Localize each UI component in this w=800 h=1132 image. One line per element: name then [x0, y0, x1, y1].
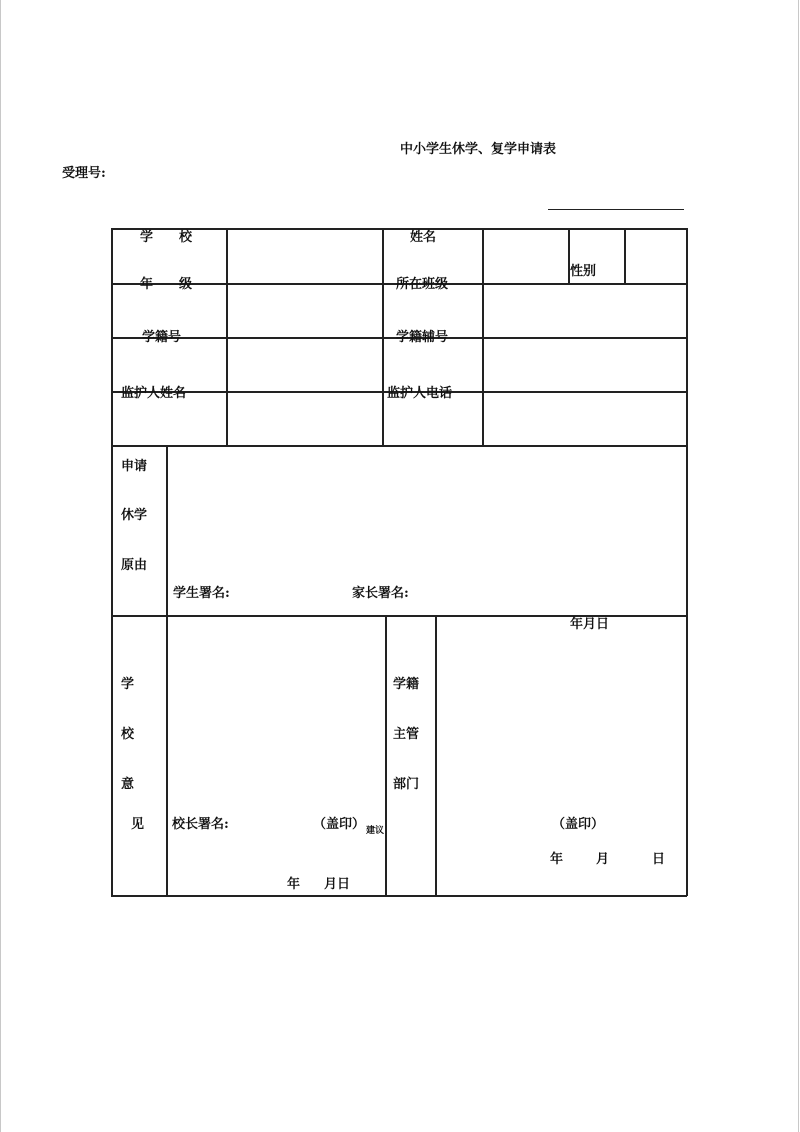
guardian-phone-label: 监护人电话 — [387, 386, 453, 401]
school-label: 学 校 — [140, 230, 193, 245]
gender-label: 性别 — [570, 264, 597, 279]
reason-label-3: 原由 — [121, 558, 148, 573]
dept-date-month: 月 — [596, 852, 610, 867]
parent-signature-label: 家长署名: — [352, 586, 409, 601]
school-opinion-label-3: 意 — [121, 777, 135, 792]
name-value[interactable] — [484, 230, 567, 282]
school-opinion-value[interactable] — [168, 617, 384, 812]
dept-top-date: 年月日 — [570, 617, 610, 632]
school-opinion-label-1: 学 — [121, 677, 135, 692]
class-label: 所在班级 — [396, 277, 449, 292]
gender-value[interactable] — [626, 230, 685, 282]
table-border-top — [111, 228, 687, 230]
guardian-phone-value[interactable] — [484, 393, 685, 444]
dept-label-1: 学籍 — [393, 677, 420, 692]
table-border-right — [686, 228, 688, 896]
student-id-label: 学籍号 — [142, 330, 182, 345]
reason-label-2: 休学 — [121, 508, 148, 523]
dept-date-day: 日 — [652, 852, 666, 867]
page-edge-left — [0, 0, 1, 1132]
school-date-month-day: 月日 — [324, 877, 351, 892]
acceptance-number-label: 受理号: — [62, 166, 106, 181]
student-signature-label: 学生署名: — [173, 586, 230, 601]
aux-id-label: 学籍辅号 — [396, 330, 449, 345]
class-value[interactable] — [484, 285, 685, 336]
page-edge-right — [798, 0, 799, 1132]
acceptance-number-underline — [548, 209, 684, 210]
table-border-left — [111, 228, 113, 896]
page-title: 中小学生休学、复学申请表 — [400, 142, 557, 157]
dept-opinion-value[interactable] — [437, 638, 685, 808]
guardian-name-value[interactable] — [228, 393, 381, 444]
grade-value[interactable] — [228, 285, 381, 336]
school-opinion-label-2: 校 — [121, 727, 135, 742]
school-date-year: 年 — [287, 877, 301, 892]
table-border-bottom — [111, 895, 687, 897]
school-suggest-label: 建议 — [366, 826, 385, 836]
school-value[interactable] — [228, 230, 381, 282]
opinion-divider-1 — [385, 615, 387, 896]
reason-label-1: 申请 — [121, 459, 148, 474]
principal-signature-label: 校长署名: — [172, 817, 229, 832]
dept-label-3: 部门 — [393, 777, 420, 792]
school-opinion-label-4: 见 — [131, 817, 145, 832]
dept-label-2: 主管 — [393, 727, 420, 742]
student-id-value[interactable] — [228, 339, 381, 390]
aux-id-value[interactable] — [484, 339, 685, 390]
dept-seal-label: （盖印） — [552, 817, 605, 832]
name-label: 姓名 — [410, 230, 437, 245]
reason-value[interactable] — [168, 447, 685, 577]
guardian-name-label: 监护人姓名 — [121, 386, 187, 401]
grade-label: 年 级 — [140, 277, 193, 292]
dept-date-year: 年 — [550, 852, 564, 867]
school-seal-label: （盖印） — [313, 817, 366, 832]
